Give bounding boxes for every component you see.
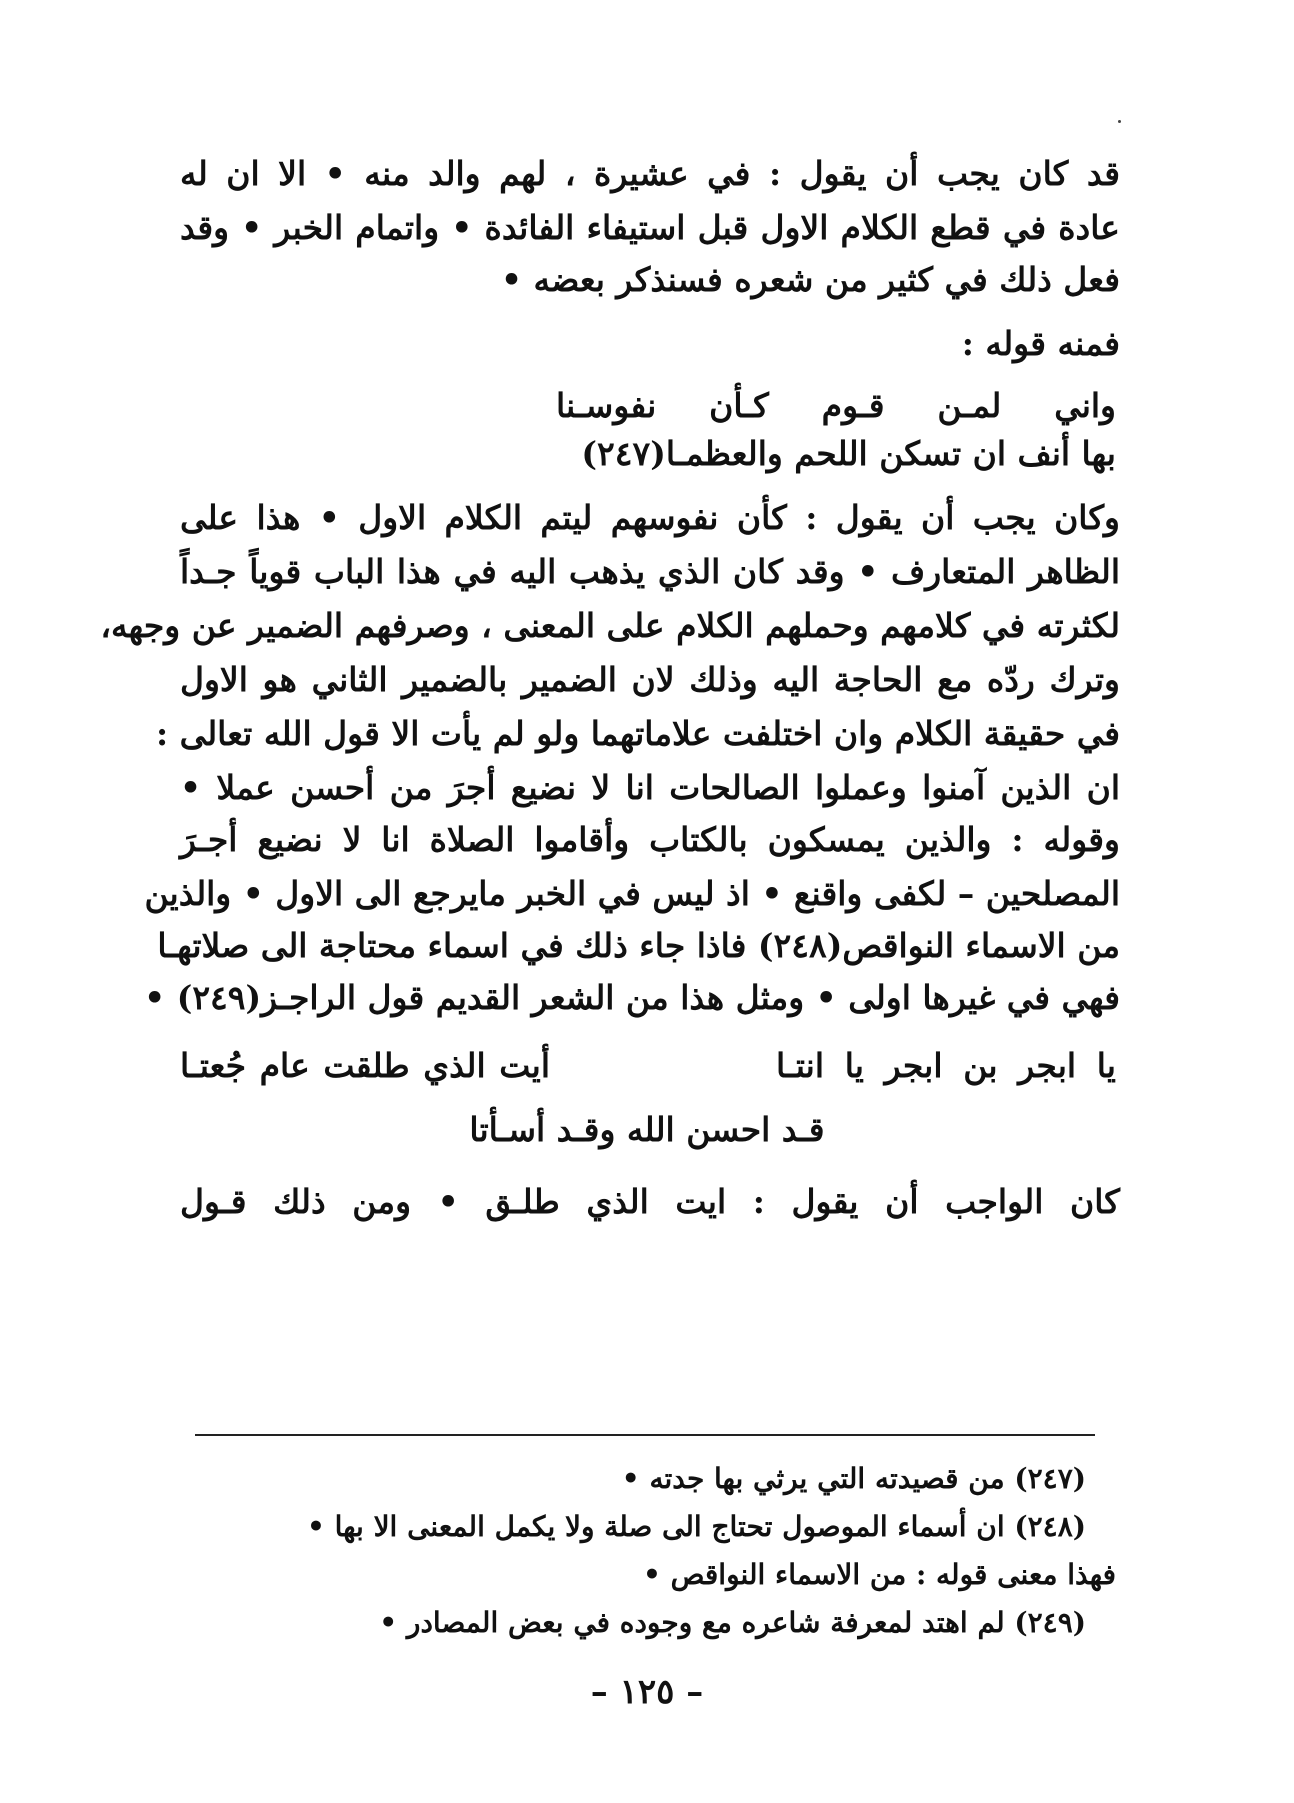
verse-hemistich-left: أيت الذي طلقت عام جُعتـا [180, 1046, 550, 1085]
body-line: المصلحين – لكفى واقنع • اذ ليس في الخبر مايرجع الى الاول • والذين [144, 874, 1120, 913]
body-line: فمنه قوله : [961, 324, 1120, 363]
body-line: كان الواجب أن يقول : ايت الذي طلـق • ومن ذلك قـول [180, 1182, 1120, 1221]
footnote: (٢٤٧) من قصيدته التي يرثي بها جدته • [621, 1462, 1086, 1495]
body-line: عادة في قطع الكلام الاول قبل استيفاء الفائدة • واتمام الخبر • وقد [180, 208, 1120, 247]
verse-hemistich-right: يا ابجر بن ابجر يا انتـا [776, 1046, 1116, 1085]
body-line: فهي في غيرها اولى • ومثل هذا من الشعر القديم قول الراجـز(٢٤٩) • [144, 978, 1120, 1017]
verse-line: بها أنف ان تسكن اللحم والعظمـا(٢٤٧) [581, 434, 1116, 473]
body-line: وكان يجب أن يقول : كأن نفوسهم ليتم الكلام الاول • هذا على [180, 498, 1120, 537]
body-line: في حقيقة الكلام وان اختلفت علاماتهما ولو لم يأت الا قول الله تعالى : [155, 714, 1120, 753]
body-line: لكثرته في كلامهم وحملهم الكلام على المعنى ، وصرفهم الضمير عن وجهه، [100, 606, 1120, 645]
verse-line: واني لمـن قـوم كـأن نفوسـنا [556, 386, 1116, 425]
body-line: ان الذين آمنوا وعملوا الصالحات انا لا نضيع أجرَ من أحسن عملا • [180, 768, 1120, 807]
footnote-divider [195, 1434, 1095, 1436]
body-line: من الاسماء النواقص(٢٤٨) فاذا جاء ذلك في اسماء محتاجة الى صلاتهـا [157, 926, 1120, 965]
footnote: (٢٤٩) لم اهتد لمعرفة شاعره مع وجوده في بعض المصادر • [379, 1606, 1086, 1639]
footnote-continuation: فهذا معنى قوله : من الاسماء النواقص • [642, 1558, 1116, 1591]
page-number: – ١٢٥ – [590, 1672, 704, 1712]
body-line: فعل ذلك في كثير من شعره فسنذكر بعضه • [500, 260, 1120, 299]
scan-speck [1118, 120, 1121, 123]
footnote: (٢٤٨) ان أسماء الموصول تحتاج الى صلة ولا يكمل المعنى الا بها • [306, 1510, 1086, 1543]
body-line: الظاهر المتعارف • وقد كان الذي يذهب اليه في هذا الباب قوياً جـداً [180, 552, 1120, 591]
body-line: وقوله : والذين يمسكون بالكتاب وأقاموا الصلاة انا لا نضيع أجـرَ [180, 820, 1120, 859]
body-line: قد كان يجب أن يقول : في عشيرة ، لهم والد منه • الا ان له [180, 154, 1120, 193]
body-line: وترك ردّه مع الحاجة اليه وذلك لان الضمير بالضمير الثاني هو الاول [180, 660, 1120, 699]
verse-line: قـد احسن الله وقـد أسـأتا [469, 1110, 825, 1149]
